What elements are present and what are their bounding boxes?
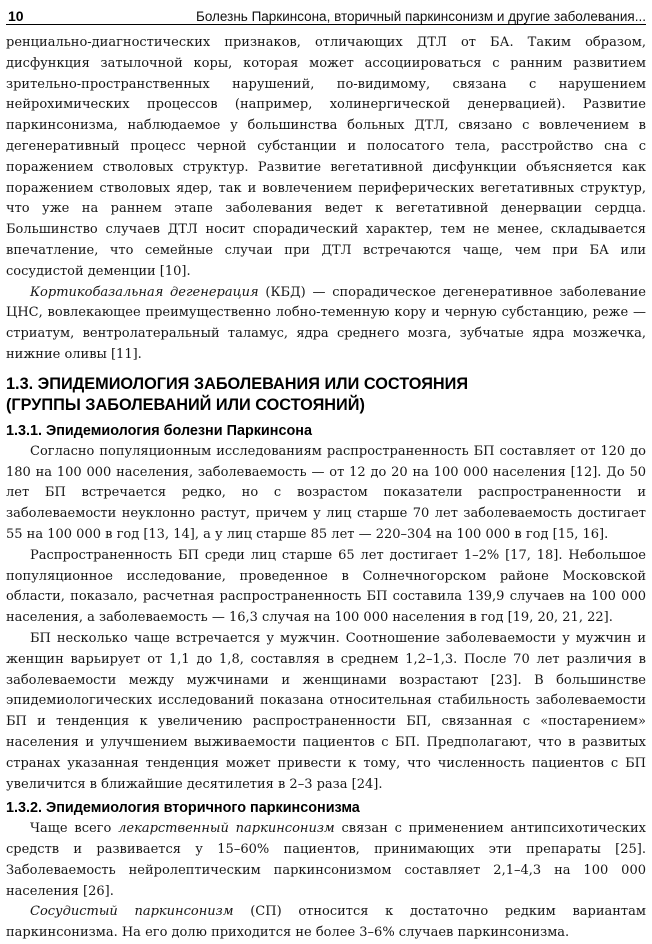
page-number: 10 (8, 8, 24, 24)
paragraph-dlb-continued: ренциально-диагностических признаков, отличающих ДТЛ от БА. Таким образом, дисфункция затылочной коры, которая может ассоциироваться с ранним развитием зрительно-пространственных нарушений, по-видимому, связана с нарушением нейрохимических процессов (например, холинергической денервацией). Развитие паркинсонизма, наблюдаемое у большинства больных ДТЛ, связано с вовлечением в дегенеративный процесс черной субстанции и полосатого тела, расстройство сна с поражением стволовых структур. Развитие вегетативной дисфункции объясняется как поражением стволовых ядер, так и вовлечением периферических вегетативных структур, что уже на раннем этапе заболевания ведет к вегетативной денервации сердца. Большинство случаев ДТЛ носит спорадический характер, тем не менее, складывается впечатление, что семейные случаи при ДТЛ встречаются чаще, чем при БА или сосудистой деменции [10]. (6, 35, 646, 279)
paragraph-vascular-text: (СП) относится к достаточно редким вариантам паркинсонизма. На его долю приходится не более 3–6% случаев паркинсонизма. (6, 904, 646, 941)
paragraph-cbd (6, 283, 646, 366)
term-vascular: Сосудистый паркинсонизм (30, 904, 234, 920)
paragraph-drug-induced (6, 819, 646, 902)
paragraph-drug-induced-text: связан с применением антипсихотических средств и развивается у 15–60% пациентов, принимающих эти препараты [25]. Заболеваемость нейролептическим паркинсонизмом составляет 2,1–4,3 на 100 000 населения [26]. (6, 821, 646, 899)
subsection-heading-pd: 1.3.1. Эпидемиология болезни Паркинсона (6, 422, 312, 439)
section-heading-line2: (ГРУППЫ ЗАБОЛЕВАНИЙ ИЛИ СОСТОЯНИЙ) (6, 395, 365, 414)
section-heading (6, 374, 646, 416)
running-title: Болезнь Паркинсона, вторичный паркинсонизм и другие заболевания... (195, 9, 646, 24)
subsection-heading-secondary: 1.3.2. Эпидемиология вторичного паркинсонизма (6, 800, 360, 817)
term-cbd: Кортикобазальная дегенерация (30, 284, 259, 300)
paragraph-vascular (6, 902, 646, 944)
running-header (6, 0, 646, 25)
paragraph-drug-induced-pre: Чаще всего (30, 821, 119, 837)
page-body (6, 33, 646, 944)
paragraph-pd-over65: Распространенность БП среди лиц старше 65 лет достигает 1–2% [17, 18]. Небольшое популяционное исследование, проведенное в Солнечногорском районе Московской области, показало, расчетная распространенность БП составила 139,9 случаев на 100 000 населения, а заболеваемость — 16,3 случая на 100 000 населения в год [19, 20, 21, 22]. (6, 547, 646, 626)
paragraph-pd-prevalence: Согласно популяционным исследованиям распространенность БП составляет от 120 до 180 на 100 000 населения, заболеваемость — от 12 до 20 на 100 000 населения [12]. До 50 лет БП встречается редко, но с возрастом показатели распространенности и заболеваемости неуклонно растут, причем у лиц старше 70 лет заболеваемость достигает 55 на 100 000 в год [13, 14], а у лиц старше 85 лет — 220–304 на 100 000 в год [15, 16]. (6, 443, 646, 542)
paragraph-pd-sex: БП несколько чаще встречается у мужчин. Соотношение заболеваемости у мужчин и женщин варьирует от 1,1 до 1,8, составляя в среднем 1,2–1,3. После 70 лет различия в заболеваемости между мужчинами и женщинами возрастают [23]. В большинстве эпидемиологических исследований показана относительная стабильность заболеваемости БП и тенденция к увеличению распространенности БП, связанная с «постарением» населения и улучшением выживаемости пациентов с БП. Предполагают, что в развитых странах указанная тенденция может привести к тому, что численность пациентов с БП увеличится в ближайшие десятилетия в 2–3 раза [24]. (6, 630, 646, 792)
paragraph-cbd-text: (КБД) — спорадическое дегенеративное заболевание ЦНС, вовлекающее преимущественно лобно-теменную кору и черную субстанцию, реже — стриатум, вентролатеральный таламус, ядра среднего мозга, зубчатые ядра мозжечка, нижние оливы [11]. (6, 284, 646, 362)
term-drug-induced: лекарственный паркинсонизм (118, 821, 335, 837)
section-heading-line1: 1.3. ЭПИДЕМИОЛОГИЯ ЗАБОЛЕВАНИЯ ИЛИ СОСТОЯНИЯ (6, 374, 469, 393)
